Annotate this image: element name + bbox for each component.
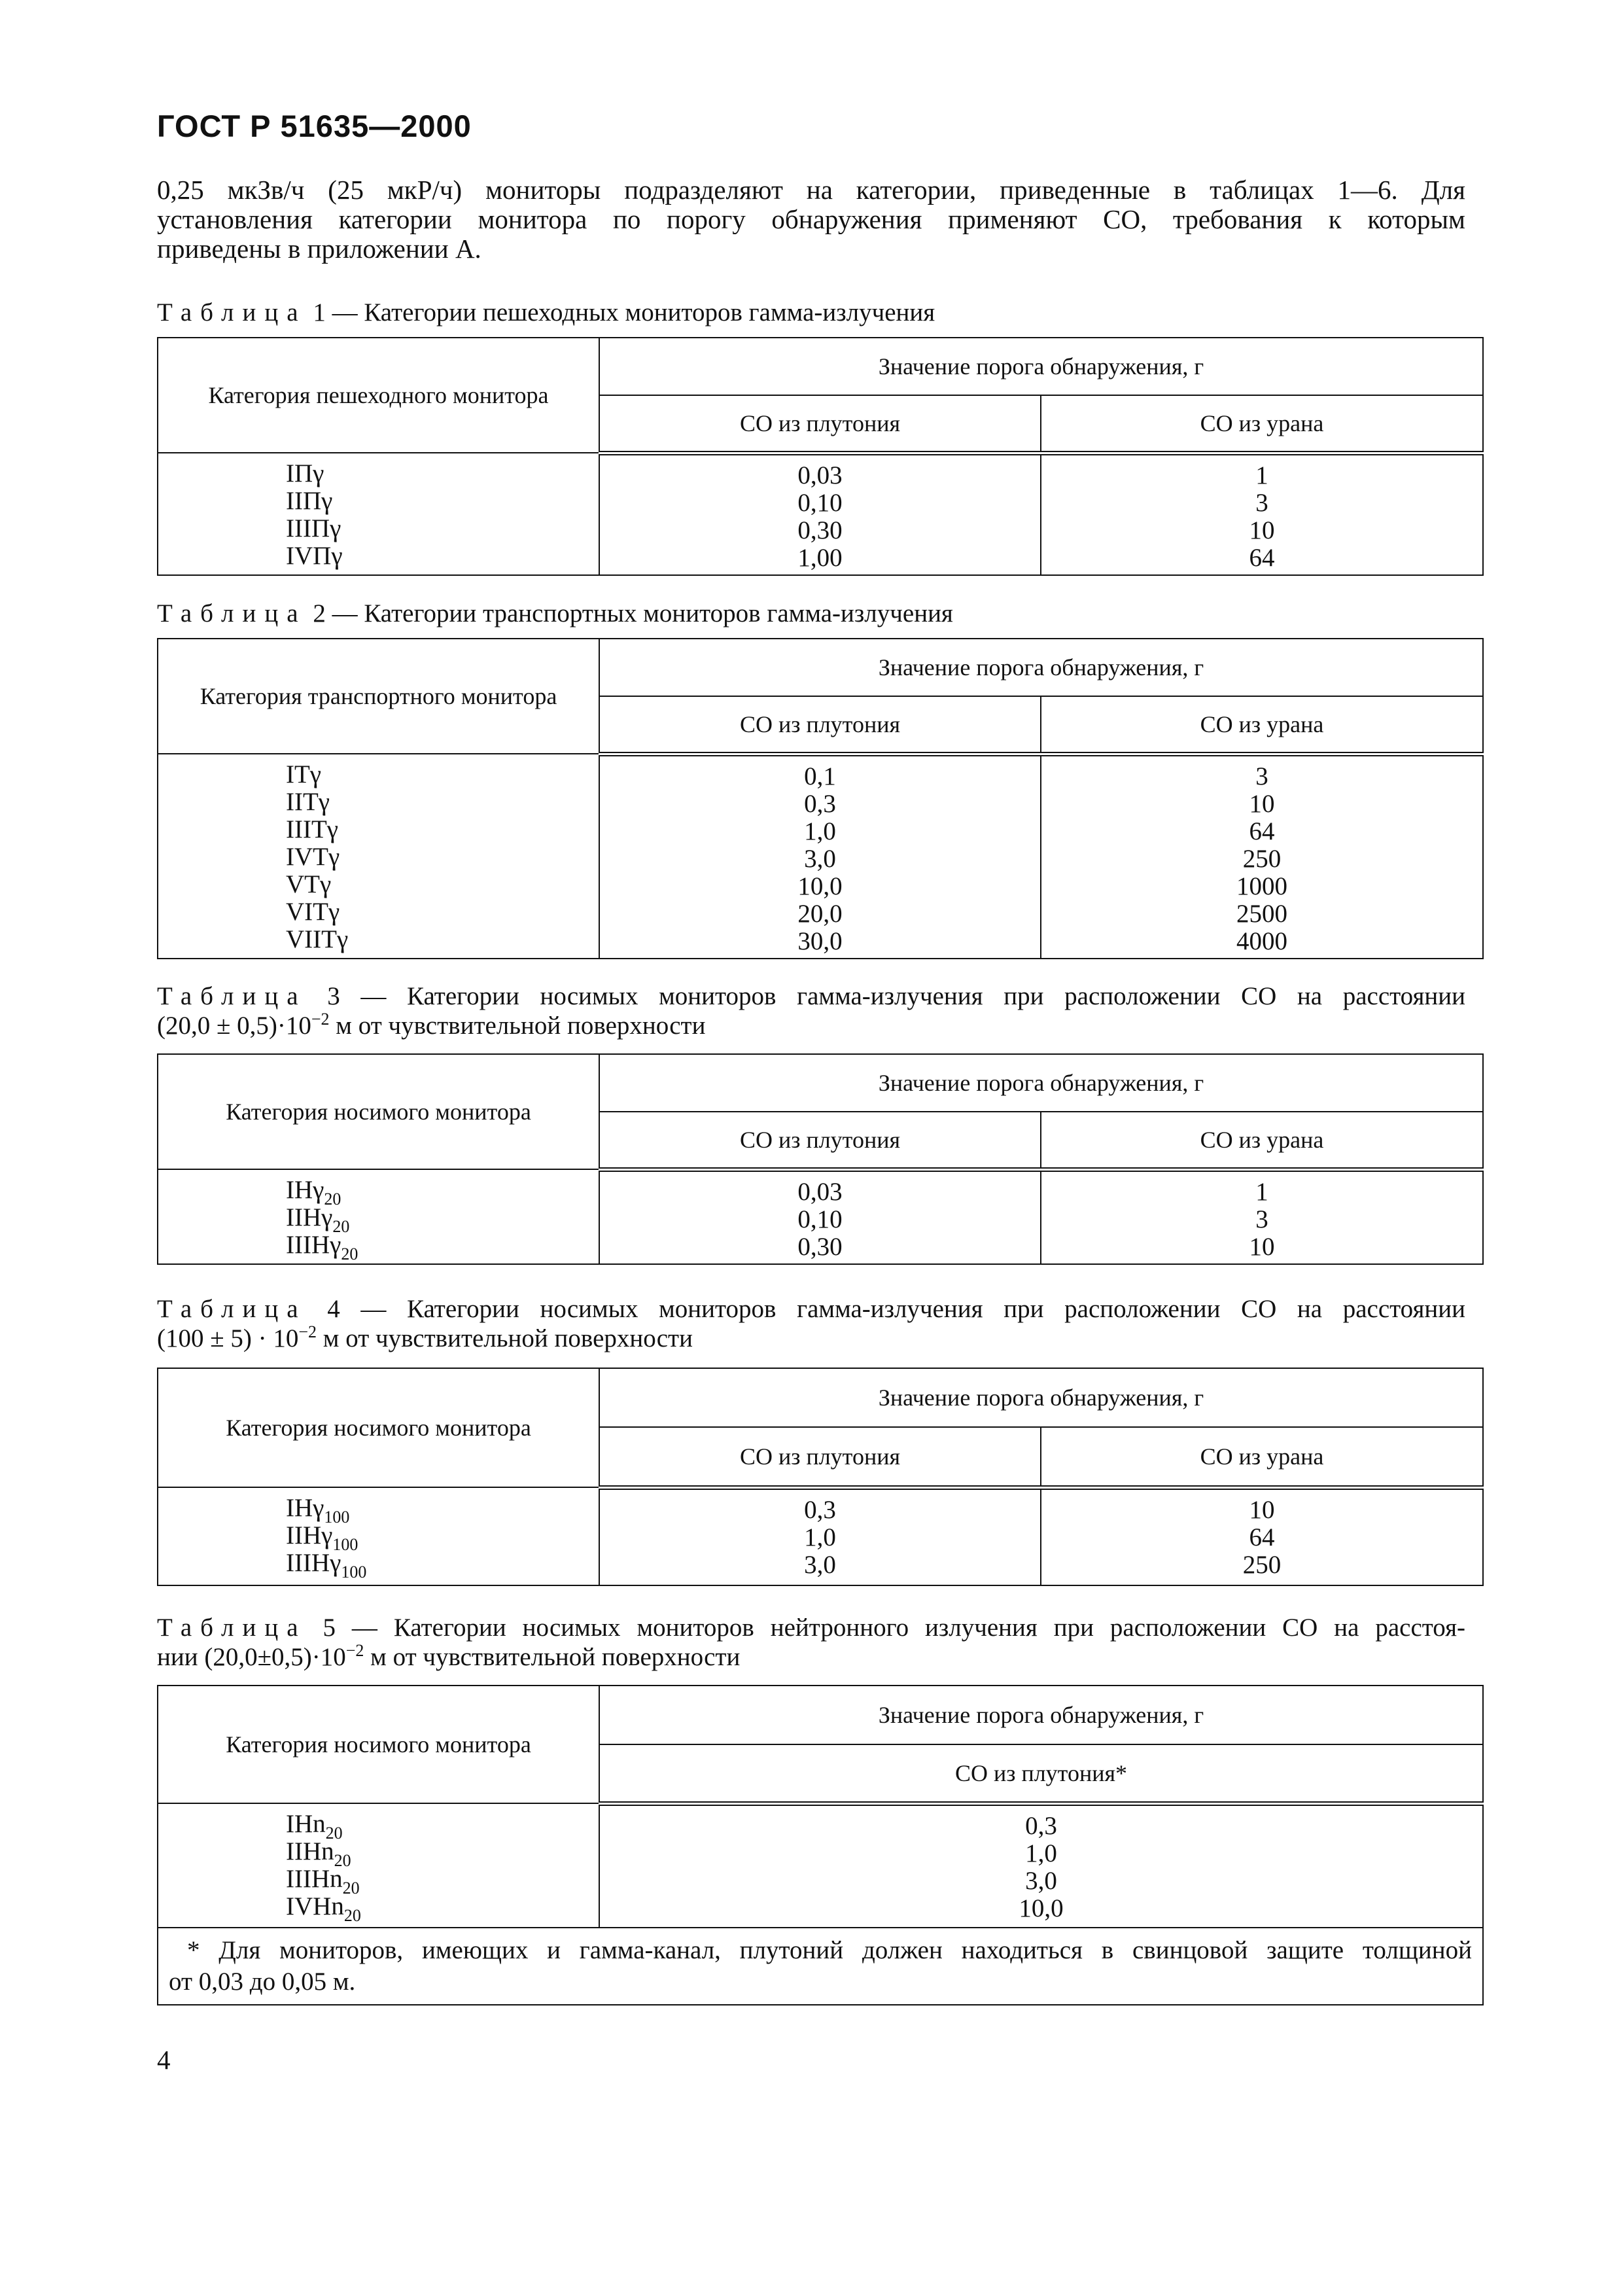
plutonium-header: СО из плутония bbox=[599, 1112, 1041, 1169]
uranium-value: 64 bbox=[1249, 543, 1275, 572]
exponent: −2 bbox=[345, 1641, 364, 1660]
table2 bbox=[157, 638, 1484, 959]
plutonium-value: 30,0 bbox=[797, 927, 843, 955]
category-column bbox=[158, 1487, 599, 1585]
plutonium-value: 1,00 bbox=[797, 543, 843, 572]
plutonium-value: 3,0 bbox=[804, 844, 836, 873]
category-header: Категория транспортного монитора bbox=[158, 639, 599, 754]
category-value: IПγ bbox=[286, 459, 324, 487]
plutonium-column bbox=[599, 1487, 1041, 1585]
table-title-end: м от чувствительной поверхности bbox=[364, 1643, 741, 1671]
table5 bbox=[157, 1685, 1484, 2005]
category-value: IVTγ bbox=[286, 843, 340, 871]
plutonium-value: 0,3 bbox=[804, 1495, 836, 1524]
uranium-value: 10 bbox=[1249, 789, 1275, 818]
threshold-header: Значение порога обнаружения, г bbox=[599, 639, 1483, 696]
table-number: 2 bbox=[313, 599, 326, 627]
table1 bbox=[157, 337, 1484, 576]
uranium-value: 3 bbox=[1255, 762, 1268, 790]
category-subscript: 20 bbox=[324, 1190, 341, 1209]
uranium-column bbox=[1041, 754, 1483, 959]
category-column bbox=[158, 1803, 599, 1928]
table-number: 4 bbox=[327, 1295, 340, 1323]
plutonium-value: 0,30 bbox=[797, 516, 843, 544]
plutonium-value: 0,10 bbox=[797, 1205, 843, 1233]
uranium-header: СО из урана bbox=[1041, 1427, 1483, 1487]
table-number: 5 bbox=[323, 1614, 336, 1642]
table-label: Таблица bbox=[157, 298, 307, 327]
plutonium-column bbox=[599, 1803, 1483, 1928]
category-subscript: 20 bbox=[341, 1245, 358, 1263]
plutonium-column bbox=[599, 1169, 1041, 1264]
category-subscript: 20 bbox=[343, 1906, 361, 1925]
category-value: IIIHn bbox=[286, 1865, 343, 1893]
category-value: IIHγ bbox=[286, 1203, 333, 1231]
uranium-column bbox=[1041, 1487, 1483, 1585]
category-header: Категория носимого монитора bbox=[158, 1368, 599, 1487]
table-title: — Категории носимых мониторов гамма-излучения при расположении СО на расстоянии bbox=[340, 1295, 1465, 1323]
category-value: IIHn bbox=[286, 1837, 334, 1865]
plutonium-value: 0,03 bbox=[797, 461, 843, 489]
threshold-header: Значение порога обнаружения, г bbox=[599, 1368, 1483, 1427]
category-value: IIIHγ bbox=[286, 1549, 341, 1577]
table-label: Таблица bbox=[157, 1295, 307, 1323]
plutonium-header: СО из плутония* bbox=[599, 1744, 1483, 1803]
plutonium-header: СО из плутония bbox=[599, 696, 1041, 754]
table-number: 3 bbox=[327, 982, 340, 1010]
exponent: −2 bbox=[311, 1010, 330, 1029]
category-value: IIHγ bbox=[286, 1521, 333, 1549]
category-header: Категория пешеходного монитора bbox=[158, 338, 599, 453]
table-title: — Категории носимых мониторов нейтронного излучения при расположении СО на расстоя- bbox=[335, 1614, 1465, 1642]
document-title: ГОСТ Р 51635—2000 bbox=[157, 109, 472, 143]
table2-caption bbox=[157, 599, 1465, 628]
category-header: Категория носимого монитора bbox=[158, 1054, 599, 1169]
table5-caption bbox=[157, 1613, 1465, 1672]
uranium-value: 3 bbox=[1255, 488, 1268, 517]
category-value: IITγ bbox=[286, 788, 330, 816]
category-header: Категория носимого монитора bbox=[158, 1686, 599, 1803]
uranium-value: 10 bbox=[1249, 1232, 1275, 1261]
uranium-value: 2500 bbox=[1236, 899, 1287, 928]
category-value: VTγ bbox=[286, 870, 332, 898]
uranium-value: 64 bbox=[1249, 1523, 1275, 1551]
plutonium-value: 10,0 bbox=[1019, 1894, 1064, 1922]
uranium-value: 10 bbox=[1249, 1495, 1275, 1524]
category-subscript: 100 bbox=[324, 1508, 350, 1527]
intro-line: установления категории монитора по порогу обнаружения применяют СО, требования к которым bbox=[157, 204, 1465, 234]
plutonium-value: 1,0 bbox=[1025, 1839, 1057, 1867]
intro-line: 0,25 мкЗв/ч (25 мкР/ч) мониторы подразделяют на категории, приведенные в таблицах 1—6. Для bbox=[157, 175, 1465, 205]
plutonium-value: 10,0 bbox=[797, 872, 843, 900]
plutonium-value: 0,3 bbox=[804, 789, 836, 818]
plutonium-column bbox=[599, 754, 1041, 959]
table3 bbox=[157, 1053, 1484, 1265]
table-title: — Категории транспортных мониторов гамма-излучения bbox=[325, 599, 953, 627]
category-column bbox=[158, 1169, 599, 1264]
threshold-header: Значение порога обнаружения, г bbox=[599, 1686, 1483, 1744]
plutonium-value: 1,0 bbox=[804, 1523, 836, 1551]
plutonium-header: СО из плутония bbox=[599, 1427, 1041, 1487]
table1-caption bbox=[157, 298, 1465, 327]
category-column bbox=[158, 754, 599, 959]
uranium-value: 3 bbox=[1255, 1205, 1268, 1233]
category-subscript: 20 bbox=[334, 1851, 351, 1870]
table4-caption bbox=[157, 1294, 1465, 1353]
category-subscript: 20 bbox=[342, 1879, 360, 1898]
intro-paragraph bbox=[157, 175, 1465, 264]
plutonium-value: 0,03 bbox=[797, 1177, 843, 1206]
uranium-header: СО из урана bbox=[1041, 1112, 1483, 1169]
category-value: IVПγ bbox=[286, 542, 343, 570]
footnote-line: от 0,03 до 0,05 м. bbox=[169, 1968, 356, 1996]
category-subscript: 20 bbox=[332, 1217, 350, 1236]
category-value: IHγ bbox=[286, 1494, 324, 1522]
table-title-end: м от чувствительной поверхности bbox=[329, 1012, 706, 1040]
uranium-header: СО из урана bbox=[1041, 696, 1483, 754]
plutonium-value: 1,0 bbox=[804, 817, 836, 845]
uranium-value: 4000 bbox=[1236, 927, 1287, 955]
uranium-value: 64 bbox=[1249, 817, 1275, 845]
table-title: — Категории пешеходных мониторов гамма-излучения bbox=[325, 298, 935, 327]
plutonium-header: СО из плутония bbox=[599, 395, 1041, 453]
category-value: VIITγ bbox=[286, 925, 349, 953]
table-label: Таблица bbox=[157, 599, 307, 627]
category-value: VITγ bbox=[286, 898, 340, 926]
plutonium-column bbox=[599, 453, 1041, 575]
uranium-value: 1 bbox=[1255, 1177, 1268, 1206]
category-value: IHn bbox=[286, 1810, 326, 1838]
plutonium-value: 3,0 bbox=[804, 1550, 836, 1579]
category-subscript: 20 bbox=[325, 1824, 343, 1843]
page-number: 4 bbox=[157, 2045, 171, 2075]
category-subscript: 100 bbox=[341, 1563, 367, 1581]
uranium-column bbox=[1041, 453, 1483, 575]
table-title: — Категории носимых мониторов гамма-излучения при расположении СО на расстоянии bbox=[340, 982, 1465, 1010]
exponent: −2 bbox=[298, 1322, 317, 1341]
table-footnote bbox=[158, 1928, 1483, 2005]
category-subscript: 100 bbox=[332, 1535, 358, 1554]
plutonium-value: 0,3 bbox=[1025, 1811, 1057, 1840]
plutonium-value: 20,0 bbox=[797, 899, 843, 928]
plutonium-value: 3,0 bbox=[1025, 1866, 1057, 1895]
plutonium-value: 0,1 bbox=[804, 762, 836, 790]
intro-line: приведены в приложении А. bbox=[157, 234, 481, 264]
threshold-header: Значение порога обнаружения, г bbox=[599, 1054, 1483, 1112]
uranium-value: 10 bbox=[1249, 516, 1275, 544]
table-label: Таблица bbox=[157, 982, 307, 1010]
uranium-value: 1000 bbox=[1236, 872, 1287, 900]
category-value: ITγ bbox=[286, 760, 322, 788]
table-title-distance: (100 ± 5) · 10 bbox=[157, 1324, 299, 1352]
category-column bbox=[158, 453, 599, 575]
plutonium-value: 0,10 bbox=[797, 488, 843, 517]
table3-caption bbox=[157, 981, 1465, 1040]
footnote-line: * Для мониторов, имеющих и гамма-канал, плутоний должен находиться в свинцовой защите толщиной bbox=[187, 1936, 1472, 1964]
plutonium-value: 0,30 bbox=[797, 1232, 843, 1261]
category-value: IHγ bbox=[286, 1176, 324, 1204]
uranium-value: 250 bbox=[1242, 1550, 1282, 1579]
uranium-header: СО из урана bbox=[1041, 395, 1483, 453]
table-title-end: м от чувствительной поверхности bbox=[317, 1324, 693, 1352]
uranium-value: 1 bbox=[1255, 461, 1268, 489]
table4 bbox=[157, 1368, 1484, 1586]
table-title-distance: (20,0 ± 0,5)·10 bbox=[157, 1012, 311, 1040]
threshold-header: Значение порога обнаружения, г bbox=[599, 338, 1483, 395]
category-value: IIПγ bbox=[286, 487, 333, 515]
table-title-distance: нии (20,0±0,5)·10 bbox=[157, 1643, 346, 1671]
uranium-column bbox=[1041, 1169, 1483, 1264]
table-number: 1 bbox=[313, 298, 326, 327]
category-value: IVHn bbox=[286, 1892, 344, 1920]
category-value: IIIHγ bbox=[286, 1231, 341, 1259]
uranium-value: 250 bbox=[1242, 844, 1282, 873]
category-value: IIITγ bbox=[286, 815, 339, 843]
category-value: IIIПγ bbox=[286, 514, 341, 542]
table-label: Таблица bbox=[157, 1614, 307, 1642]
